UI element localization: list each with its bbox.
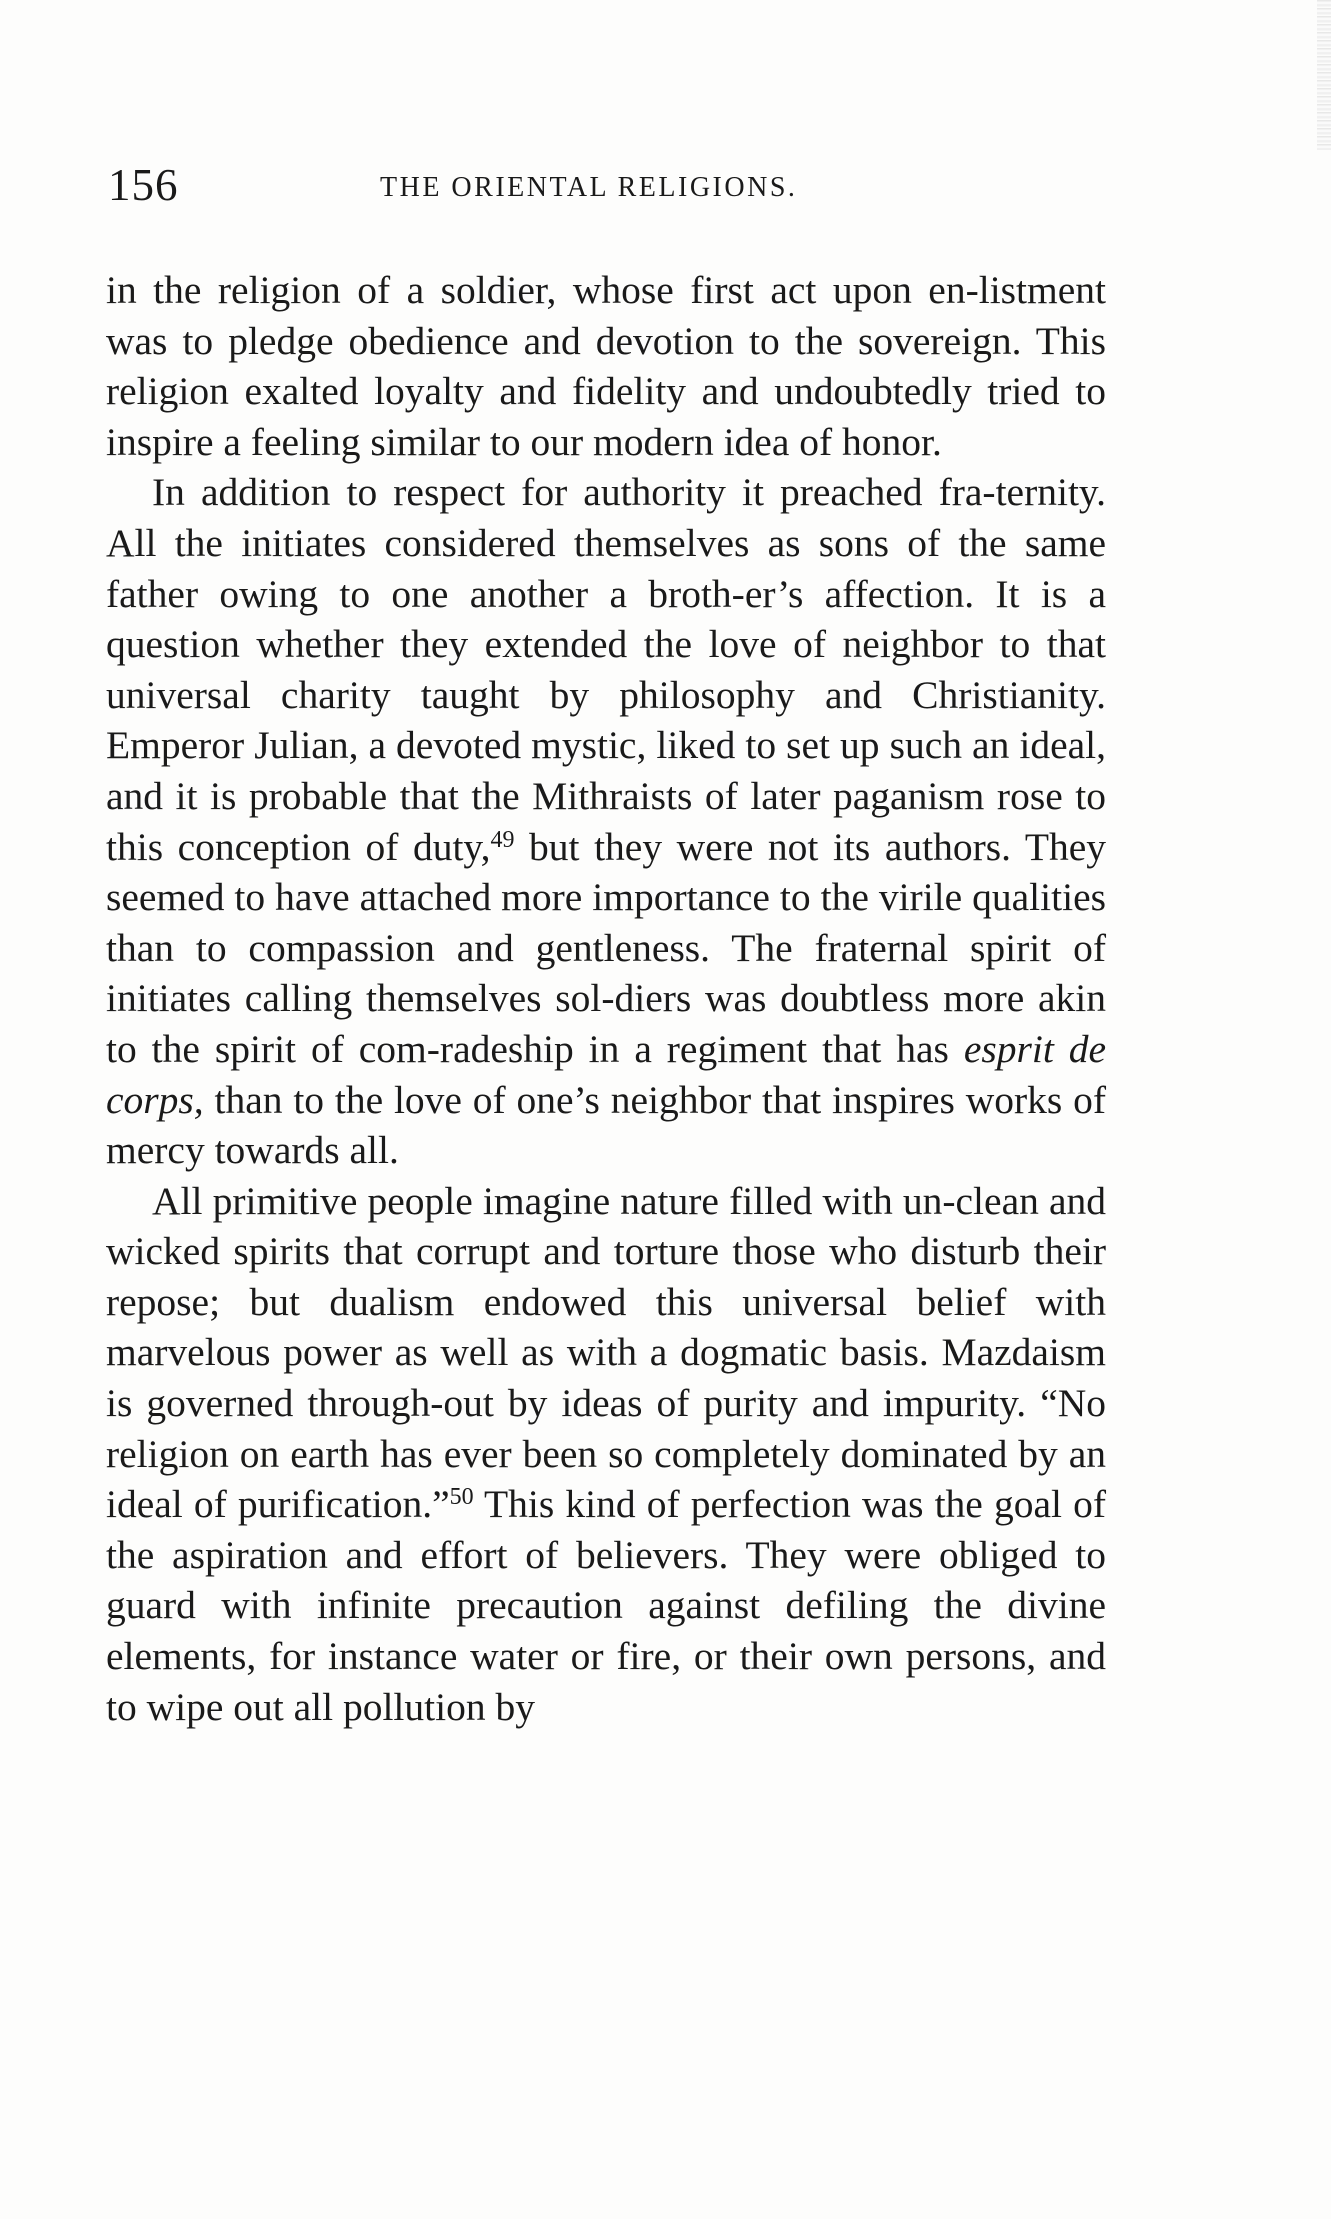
paragraph-text: In addition to respect for authority it preached fra-ternity. All the initiates considered themselves as sons of the same father owing to one another a broth-er’s affection. It is a question whether they extended the love of neighbor to that universal charity taught by philosophy and Christianity. Emperor Julian, a devoted mystic, liked to set up such an ideal, and it is probable that the Mithraists of later paganism rose to this conception of duty, — [106, 470, 1106, 869]
paragraph-3 — [106, 1176, 1106, 1733]
footnote-ref-50[interactable]: 50 — [449, 1484, 474, 1511]
page-edge-speckle — [1317, 0, 1331, 150]
paragraph-2 — [106, 467, 1106, 1175]
paragraph-text: in the religion of a soldier, whose first act upon en-listment was to pledge obedience and devotion to the sovereign. This religion exalted loyalty and fidelity and undoubtedly tried to inspire a feeling similar to our modern idea of honor. — [106, 268, 1106, 464]
page-number: 156 — [108, 160, 179, 210]
paragraph-1 — [106, 265, 1106, 467]
running-head — [108, 160, 1108, 210]
body-text — [106, 265, 1106, 1732]
paragraph-text: than to the love of one’s neighbor that inspires works of mercy towards all. — [106, 1077, 1106, 1173]
paragraph-text: All primitive people imagine nature filled with un-clean and wicked spirits that corrupt and torture those who disturb their repose; but dualism endowed this universal belief with marvelous power as well as with a dogmatic basis. Mazdaism is governed through-out by ideas of purity and impurity. “No religion on earth has ever been so completely dominated by an ideal of purification.” — [106, 1178, 1106, 1527]
footnote-ref-49[interactable]: 49 — [490, 826, 515, 853]
paragraph-text: but they were not its authors. They seemed to have attached more importance to the virile qualities than to compassion and gentleness. The fraternal spirit of initiates calling themselves sol-diers was doubtless more akin to the spirit of com-radeship in a regiment that has — [106, 824, 1107, 1071]
running-title: THE ORIENTAL RELIGIONS. — [380, 172, 798, 203]
italic-phrase: esprit de corps, — [106, 1026, 1106, 1122]
paragraph-text: This kind of perfection was the goal of the aspiration and effort of believers. They were obliged to guard with infinite precaution against defiling the divine elements, for instance water or fire, or their own persons, and to wipe out all pollution by — [106, 1482, 1106, 1729]
